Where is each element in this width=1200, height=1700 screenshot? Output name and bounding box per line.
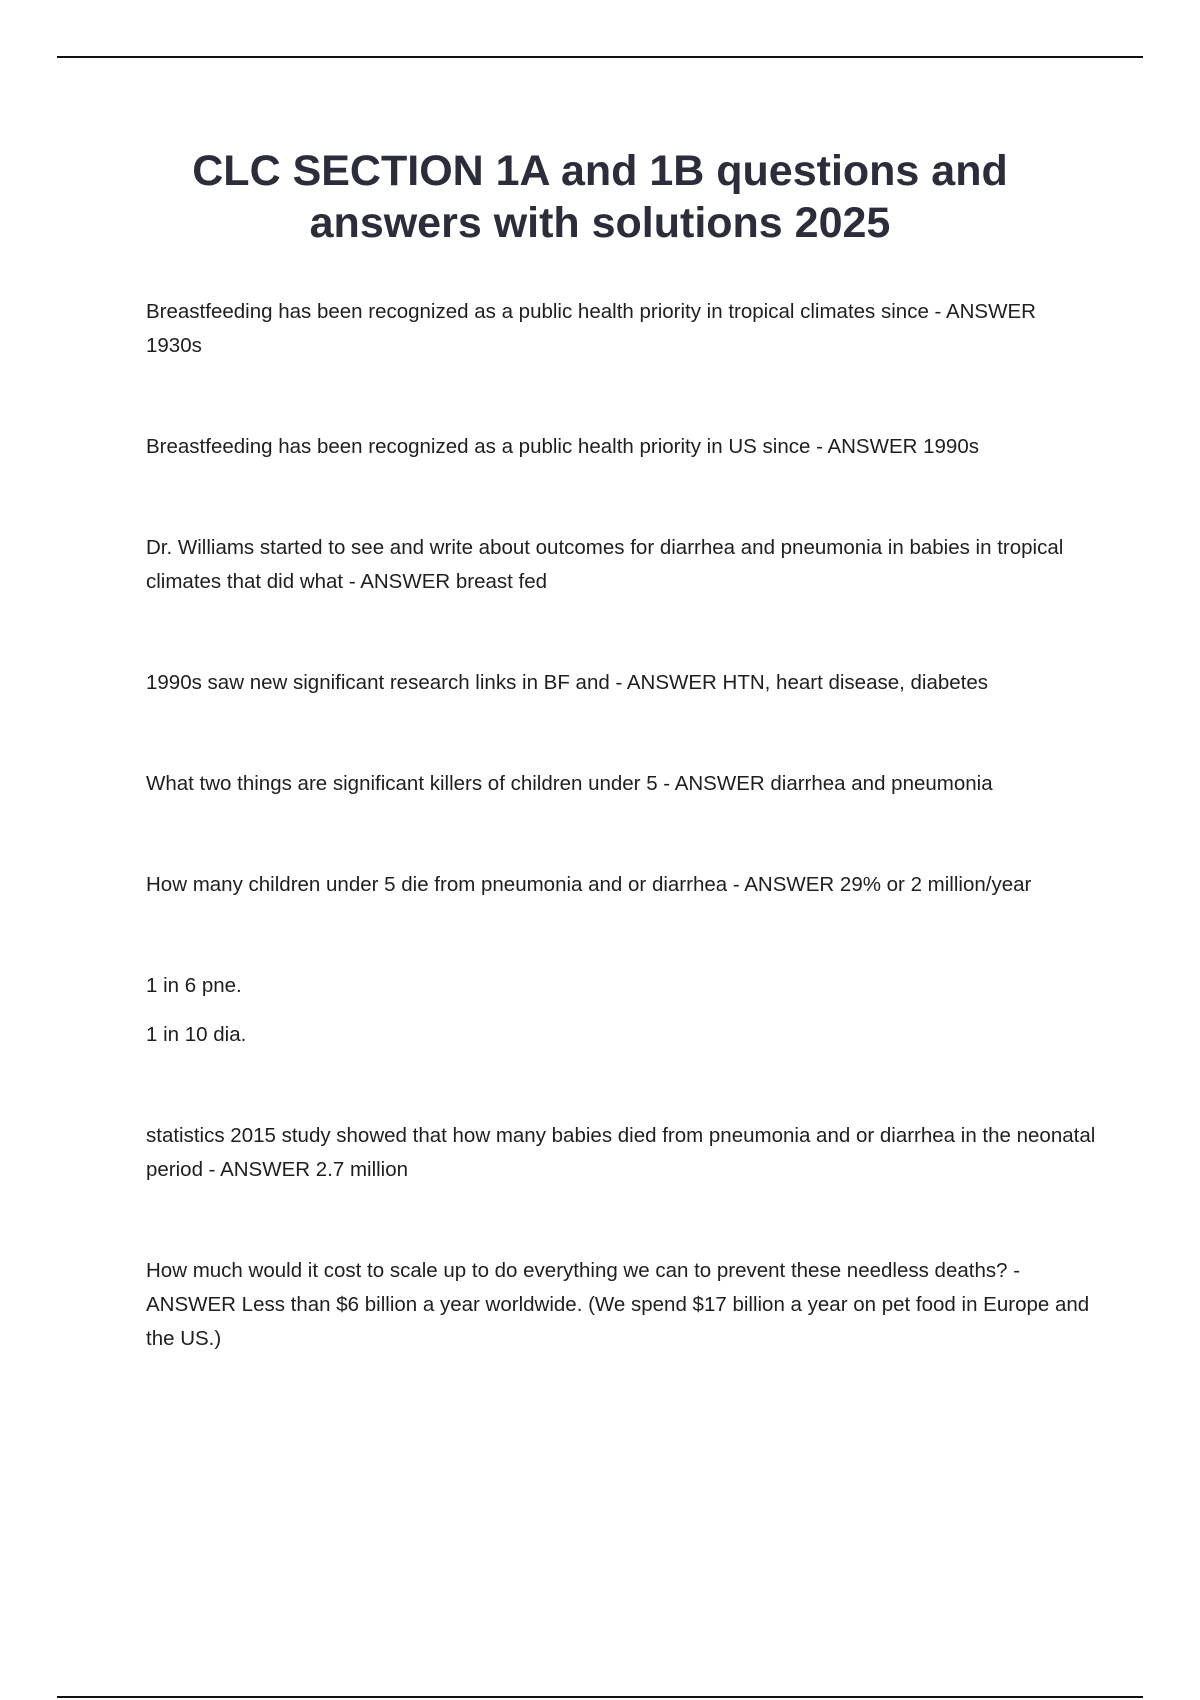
qa-item: 1990s saw new significant research links in BF and - ANSWER HTN, heart disease, diabetes bbox=[146, 671, 989, 694]
top-rule bbox=[57, 56, 1143, 58]
qa-item: statistics 2015 study showed that how many babies died from pneumonia and or diarrhea in the neonatal period - ANSWER 2.7 million bbox=[146, 1124, 1096, 1181]
qa-note: 1 in 6 pne. bbox=[146, 974, 242, 997]
qa-item: How much would it cost to scale up to do everything we can to prevent these needless deaths? - ANSWER Less than $6 billion a year worldwide. (We spend $17 billion a year on pet food in Europe and the US.) bbox=[146, 1259, 1090, 1350]
qa-item: What two things are significant killers of children under 5 - ANSWER diarrhea and pneumonia bbox=[146, 772, 993, 795]
qa-note: 1 in 10 dia. bbox=[146, 1023, 247, 1046]
qa-item: Breastfeeding has been recognized as a public health priority in US since - ANSWER 1990s bbox=[146, 435, 979, 458]
qa-item: Breastfeeding has been recognized as a public health priority in tropical climates since - ANSWER 1930s bbox=[146, 300, 1036, 357]
qa-item: Dr. Williams started to see and write about outcomes for diarrhea and pneumonia in babies in tropical climates that did what - ANSWER breast fed bbox=[146, 536, 1064, 593]
bottom-rule bbox=[57, 1696, 1143, 1698]
qa-list bbox=[146, 295, 1096, 1423]
document-title bbox=[100, 145, 1100, 249]
qa-item: How many children under 5 die from pneumonia and or diarrhea - ANSWER 29% or 2 million/year bbox=[146, 873, 1032, 896]
document-title-line-1: CLC SECTION 1A and 1B questions and bbox=[192, 147, 1008, 195]
document-title-line-2: answers with solutions 2025 bbox=[309, 199, 891, 247]
